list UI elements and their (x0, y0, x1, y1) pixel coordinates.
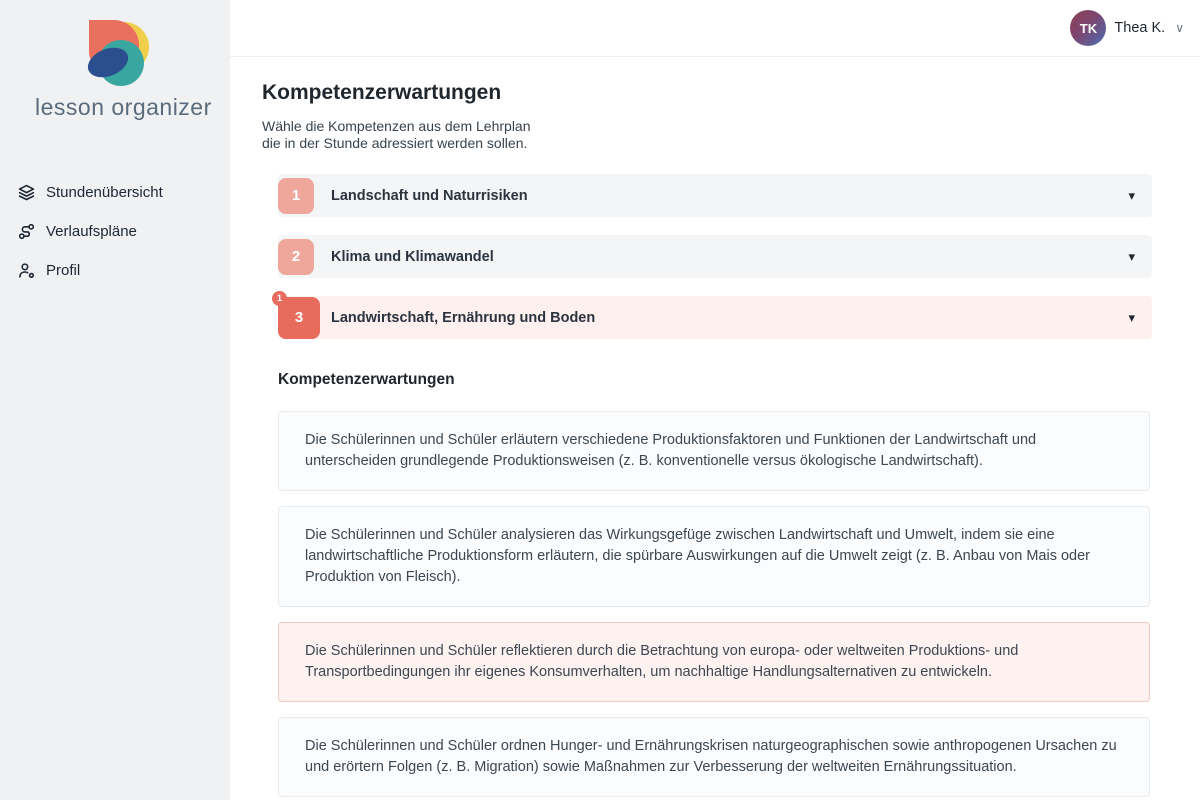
selection-count-badge: 1 (272, 291, 287, 306)
competency-text: Die Schülerinnen und Schüler reflektieren durch die Betrachtung von europa- oder weltweiten Produktions- und Transportbedingungen ihr eigenes Konsumverhalten, um nachhaltige Handlungsalternativen zu entwickeln. (305, 643, 1019, 680)
flow-icon (18, 223, 35, 240)
chevron-down-icon[interactable]: ▾ (1128, 309, 1135, 325)
topbar (230, 0, 1200, 57)
avatar[interactable]: TK (1070, 10, 1106, 46)
logo-graphic-icon (81, 20, 149, 88)
accordion-row-klima[interactable] (278, 235, 1152, 278)
competency-card[interactable] (278, 411, 1150, 491)
sidebar-item-label: Profil (46, 262, 81, 279)
chevron-down-icon[interactable]: ∨ (1175, 21, 1184, 35)
brand-wordmark: lesson organizer (35, 94, 212, 120)
accordion-label: Klima und Klimawandel (331, 248, 494, 265)
sidebar-item-label: Verlaufspläne (46, 223, 137, 240)
sidebar-item-profil[interactable] (0, 251, 230, 290)
page-subtitle: Wähle die Kompetenzen aus dem Lehrplan die in der Stunde adressiert werden sollen. (262, 118, 531, 151)
accordion-row-landwirtschaft[interactable] (276, 293, 1152, 339)
topic-number-badge: 2 (278, 239, 314, 275)
layers-icon (18, 184, 35, 201)
topic-number-badge (276, 293, 320, 339)
competency-card[interactable] (278, 506, 1150, 607)
page-title: Kompetenzerwartungen (262, 81, 502, 104)
app-logo (35, 20, 212, 121)
competency-text: Die Schülerinnen und Schüler erläutern verschiedene Produktionsfaktoren und Funktionen der Landwirtschaft und unterscheiden grundlegende Produktionsweisen (z. B. konventionelle versus ökologische Landwirtschaft). (305, 432, 1037, 469)
username: Thea K. (1114, 20, 1166, 36)
chevron-down-icon[interactable]: ▾ (1128, 187, 1135, 203)
sidebar-nav (0, 173, 230, 290)
competency-card-selected[interactable] (278, 622, 1150, 702)
sidebar-item-label: Stundenübersicht (46, 184, 163, 201)
content (230, 57, 1200, 800)
competency-text: Die Schülerinnen und Schüler ordnen Hunger- und Ernährungskrisen naturgeographischen sowie anthropogenen Ursachen zu und erörtern Folgen (z. B. Migration) sowie Maßnahmen zur Verbesserung der weltweiten Ernährungssituation. (305, 738, 1117, 775)
main-area (230, 0, 1200, 800)
sidebar-item-stundenuebersicht[interactable] (0, 173, 230, 212)
accordion-label: Landwirtschaft, Ernährung und Boden (331, 309, 596, 326)
topic-number: 3 (294, 309, 304, 326)
sidebar-item-verlaufsplaene[interactable] (0, 212, 230, 251)
competency-text: Die Schülerinnen und Schüler analysieren das Wirkungsgefüge zwischen Landwirtschaft und Umwelt, indem sie eine landwirtschaftliche Produktionsform erläutern, die spürbare Auswirkungen auf die Umwelt zeigt (z. B. Anbau von Mais oder Produktion von Fleisch). (305, 527, 1091, 585)
accordion-label: Landschaft und Naturrisiken (331, 187, 528, 204)
user-icon (18, 262, 35, 279)
competencies-heading: Kompetenzerwartungen (278, 371, 455, 388)
competency-list (278, 411, 1152, 800)
sidebar (0, 0, 230, 800)
competency-card[interactable] (278, 717, 1150, 797)
chevron-down-icon[interactable]: ▾ (1128, 248, 1135, 264)
topic-number-badge: 1 (278, 178, 314, 214)
topic-accordion (278, 174, 1152, 339)
accordion-row-landschaft[interactable] (278, 174, 1152, 217)
